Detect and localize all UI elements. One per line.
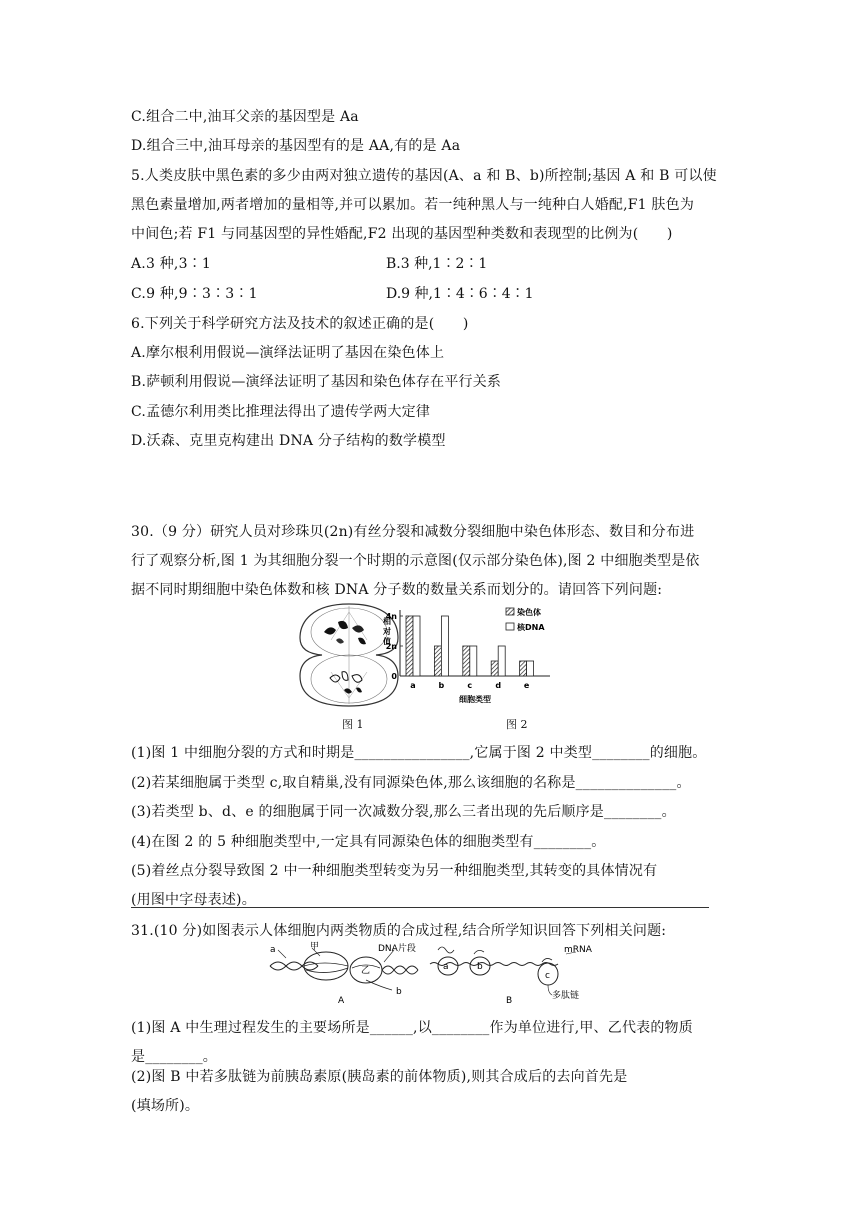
y-axis-label-char: 值: [383, 637, 391, 646]
q6-option-c: C.孟德尔利用类比推理法得出了遗传学两大定律: [131, 404, 431, 420]
bar-dna-e: [527, 661, 534, 676]
q30-stem-line3: 据不同时期细胞中染色体数和核 DNA 分子数的数量关系而划分的。请回答下列问题:: [131, 582, 663, 598]
bar-chromosome-b: [434, 646, 441, 676]
bar-dna-d: [498, 646, 505, 676]
x-tick-label: d: [495, 681, 502, 690]
q31-sub1-line1: (1)图 A 中生理过程发生的主要场所是______,以________作为单位进行,甲、乙代表的物质: [131, 1020, 693, 1036]
q6-option-a: A.摩尔根利用假说—演绎法证明了基因在染色体上: [131, 345, 445, 361]
figure-1-caption: 图 1: [342, 718, 364, 731]
y-tick-label: 4n: [385, 612, 397, 621]
bar-dna-a: [413, 616, 420, 676]
q5-stem-line3: 中间色;若 F1 与同基因型的异性婚配,F2 出现的基因型种类数和表现型的比例为( ): [131, 226, 673, 242]
fig-b-label-peptide: 多肽链: [552, 991, 580, 1001]
q30-sub1: (1)图 1 中细胞分裂的方式和时期是________________,它属于图 2 中类型________的细胞。: [131, 745, 707, 761]
q30-sub2: (2)若某细胞属于类型 c,取自精巢,没有同源染色体,那么该细胞的名称是______________。: [131, 775, 691, 791]
x-tick-label: c: [467, 681, 473, 690]
bar-dna-c: [470, 646, 477, 676]
q5-option-b: B.3 种,1∶2∶1: [386, 256, 488, 272]
q30-stem-line2: 行了观察分析,图 1 为其细胞分裂一个时期的示意图(仅示部分染色体),图 2 中细胞类型是依: [131, 553, 700, 569]
bar-chromosome-e: [520, 661, 527, 676]
y-axis-label-char: 相: [383, 617, 391, 626]
fig-a-caption: A: [338, 996, 345, 1006]
q6-stem: 6.下列关于科学研究方法及技术的叙述正确的是( ): [131, 316, 469, 332]
fig-a-label-yi: 乙: [361, 966, 371, 976]
bar-chromosome-a: [406, 616, 413, 676]
q30-sub3: (3)若类型 b、d、e 的细胞属于同一次减数分裂,那么三者出现的先后顺序是________。: [131, 804, 676, 820]
q4-option-d: D.组合三中,油耳母亲的基因型有的是 AA,有的是 Aa: [131, 138, 461, 154]
q6-option-d: D.沃森、克里克构建出 DNA 分子结构的数学模型: [131, 433, 446, 449]
legend-label-dna: 核DNA: [517, 623, 545, 632]
x-tick-label: b: [438, 681, 445, 690]
legend-swatch-chromosome: [506, 608, 514, 615]
y-tick-label: 0: [391, 672, 397, 681]
y-axis-label-char: 对: [383, 627, 391, 636]
fig-a-label-b: b: [396, 987, 402, 997]
q5-option-c: C.9 种,9∶3∶3∶1: [131, 286, 258, 302]
fig-b-label-a: a: [443, 962, 449, 972]
q5-option-a: A.3 种,3∶1: [131, 256, 211, 272]
fig-b-label-b: b: [477, 962, 483, 972]
fig-a-label-dna: DNA片段: [378, 944, 416, 954]
legend-label-chromosome: 染色体: [517, 608, 541, 617]
x-tick-label: a: [410, 681, 416, 690]
q30-stem-line1: 30.（9 分）研究人员对珍珠贝(2n)有丝分裂和减数分裂细胞中染色体形态、数目和分布进: [131, 524, 695, 540]
bar-chromosome-d: [491, 661, 498, 676]
x-tick-label: e: [523, 681, 530, 690]
q30-sub5-line2: (用图中字母表述)。: [131, 892, 256, 908]
q31-stem: 31.(10 分)如图表示人体细胞内两类物质的合成过程,结合所学知识回答下列相关问题:: [131, 923, 667, 939]
fig-b-label-mrna: mRNA: [564, 945, 592, 955]
bar-chromosome-c: [463, 646, 470, 676]
x-axis-label: 细胞类型: [459, 695, 491, 704]
q31-sub1-line2: 是________。: [131, 1049, 217, 1065]
q30-sub4: (4)在图 2 的 5 种细胞类型中,一定具有同源染色体的细胞类型有________。: [131, 834, 606, 850]
fig-b-label-c: c: [545, 971, 550, 981]
q4-option-c: C.组合二中,油耳父亲的基因型是 Aa: [131, 109, 359, 125]
figure-b-translation: [426, 940, 606, 1006]
q31-sub2-line1: (2)图 B 中若多肽链为前胰岛素原(胰岛素的前体物质),则其合成后的去向首先是: [131, 1069, 628, 1085]
fig-a-label-jia: 甲: [310, 942, 320, 952]
legend-swatch-dna: [506, 623, 514, 630]
fig-a-label-a: a: [270, 945, 276, 955]
answer-line: [131, 907, 709, 908]
q5-stem-line2: 黑色素量增加,两者增加的量相等,并可以累加。若一纯种黑人与一纯种白人婚配,F1 肤色为: [131, 197, 695, 213]
figure-2-bar-chart: [378, 600, 578, 708]
q5-stem-line1: 5.人类皮肤中黑色素的多少由两对独立遗传的基因(A、a 和 B、b)所控制;基因 A 和 B 可以使: [131, 168, 717, 184]
q6-option-b: B.萨顿利用假说—演绎法证明了基因和染色体存在平行关系: [131, 374, 502, 390]
q30-sub5-line1: (5)着丝点分裂导致图 2 中一种细胞类型转变为另一种细胞类型,其转变的具体情况有: [131, 863, 658, 879]
fig-b-caption: B: [506, 996, 513, 1006]
figure-a-transcription: [266, 940, 426, 1006]
q31-sub2-line2: (填场所)。: [131, 1098, 200, 1114]
q5-option-d: D.9 种,1∶4∶6∶4∶1: [386, 286, 534, 302]
bar-dna-b: [441, 616, 448, 676]
figure-2-caption: 图 2: [506, 718, 528, 731]
y-tick-label: 2n: [385, 642, 397, 651]
